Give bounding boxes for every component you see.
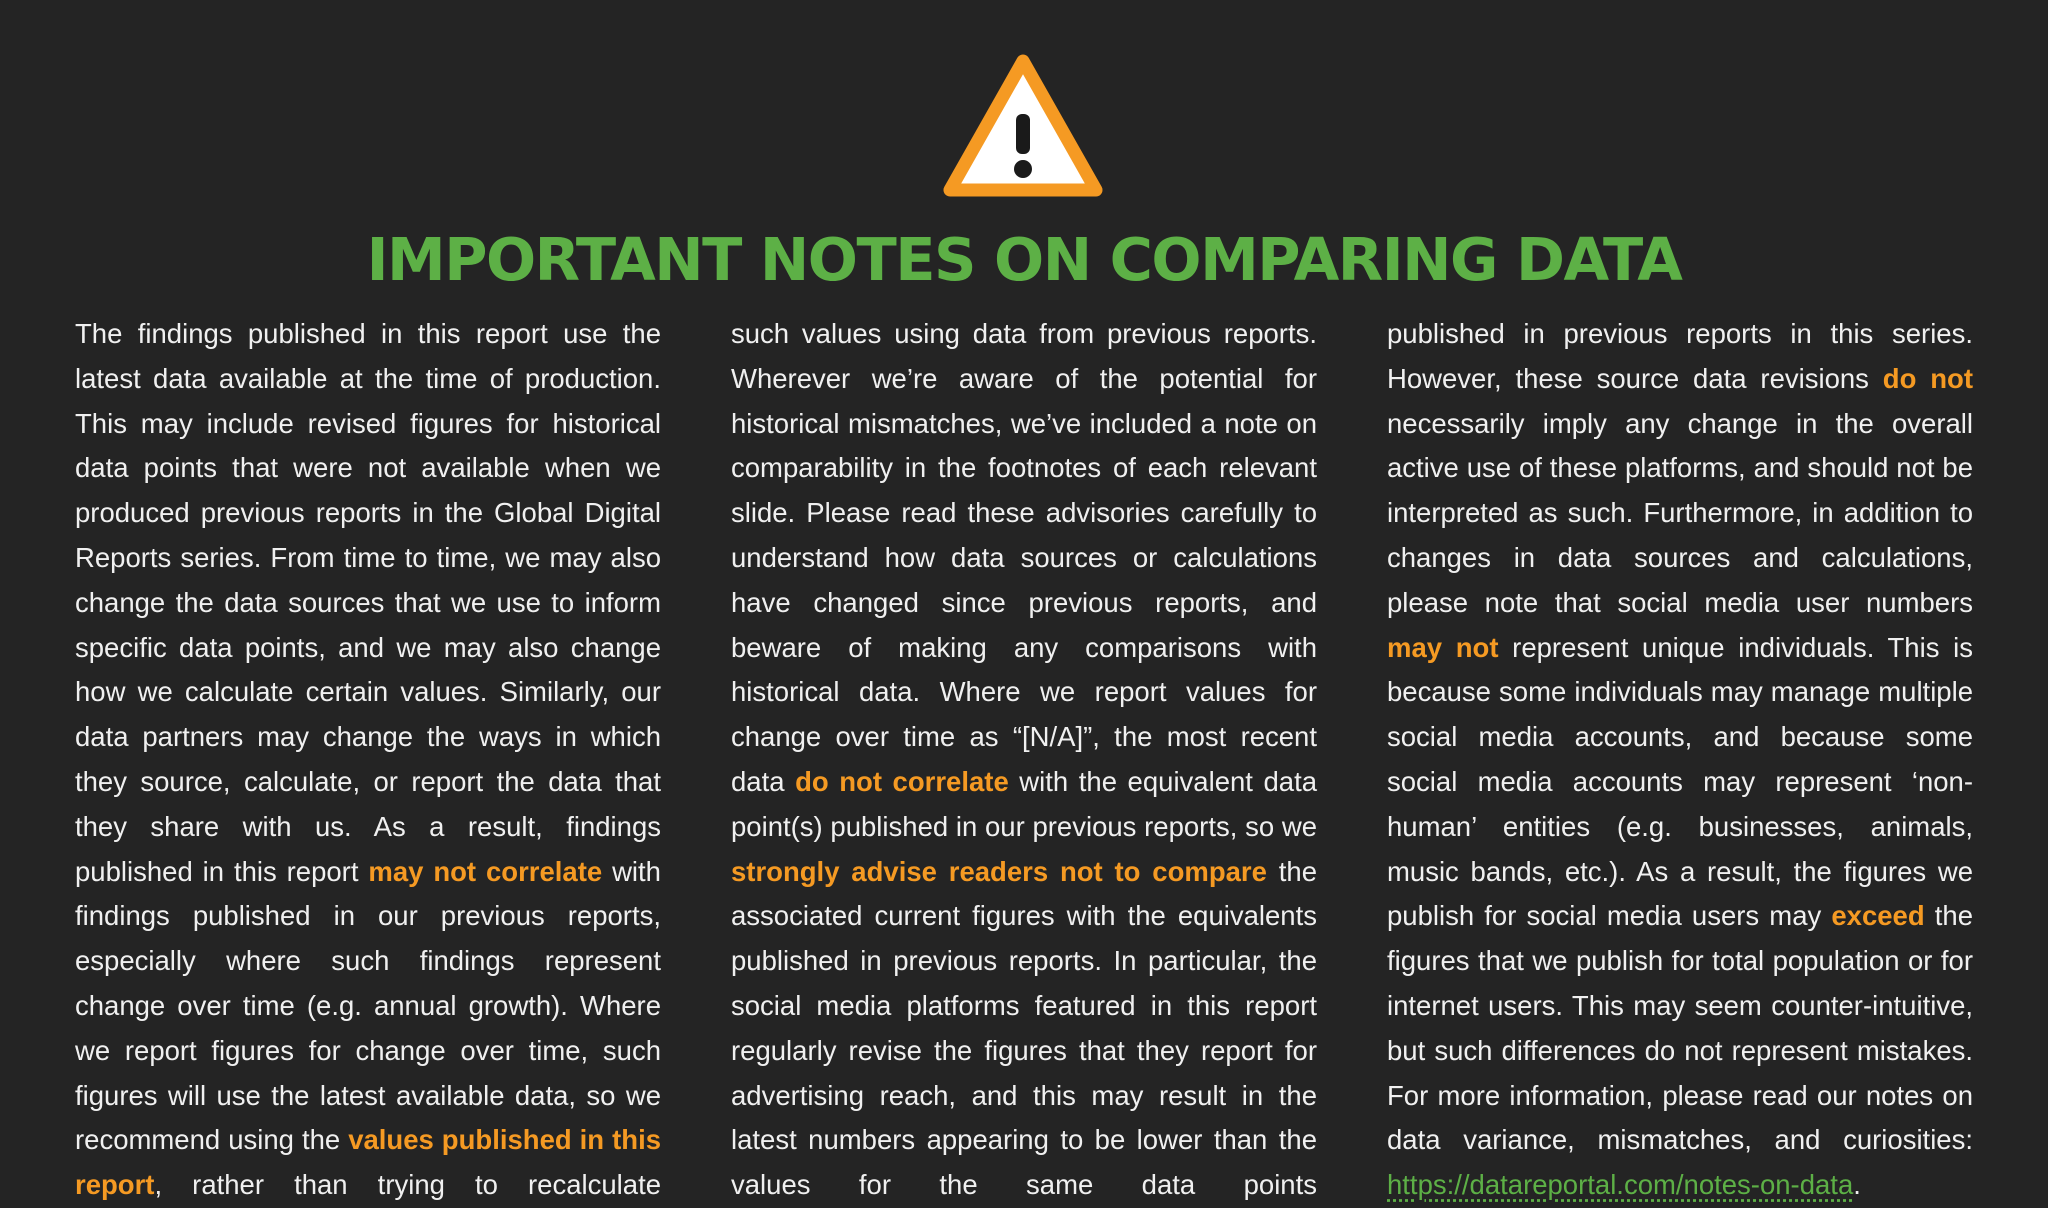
column-2-text-2: with the equivalent data point(s) published in our previous reports, so we: [731, 765, 1318, 842]
highlight-may-not: may not: [1387, 631, 1499, 663]
column-3-text-4: the figures that we publish for total population or for internet users. This may seem counter-intuitive, but such differences do not represent mistakes. For more information, please read our notes on data variance, mismatches, and curiosities:: [1387, 900, 1973, 1156]
column-1-text-1: The findings published in this report use the latest data available at the time of production. This may include revised figures for historical data points that were not available when we produced previous reports in the Global Digital Reports series. From time to time, we may also change the data sources that we use to inform specific data points, and we may also change how we calculate certain values. Similarly, our data partners may change the ways in which they source, calculate, or report the data that they share with us. As a result, findings published in this report: [75, 318, 661, 887]
notes-column-2: [731, 312, 1317, 1208]
notes-column-1: [75, 312, 661, 1208]
column-3-text-2: necessarily imply any change in the overall active use of these platforms, and should not be interpreted as such. Furthermore, in addition to changes in data sources and calculations, please note that social media user numbers: [1387, 407, 1973, 618]
highlight-strongly-advise: strongly advise readers not to compare: [731, 855, 1267, 887]
column-2-text-3: the associated current figures with the equivalents published in previous reports. In particular, the social media platforms featured in this report regularly revise the figures that they report for advertising reach, and this may result in the latest numbers appearing to be lower than the values for the same data points: [731, 855, 1317, 1201]
column-1-text-2: with findings published in our previous reports, especially where such findings represent change over time (e.g. annual growth). Where we report figures for change over time, such figures will use the latest available data, so we recommend using the: [75, 855, 661, 1156]
highlight-do-not: do not: [1882, 362, 1973, 394]
column-1-paragraph: [75, 312, 661, 1208]
column-3-text-1: published in previous reports in this series. However, these source data revisions: [1387, 318, 1973, 394]
page-title: IMPORTANT NOTES ON COMPARING DATA: [366, 225, 1682, 294]
highlight-may-not-correlate: may not correlate: [368, 855, 603, 887]
notes-on-data-link[interactable]: https://datareportal.com/notes-on-data: [1387, 1169, 1854, 1201]
highlight-values-published: values published in this report: [75, 1124, 661, 1201]
notes-column-3: [1387, 312, 1973, 1208]
highlight-exceed: exceed: [1831, 900, 1925, 932]
column-2-text-1: such values using data from previous reports. Wherever we’re aware of the potential for historical mismatches, we’ve included a note on comparability in the footnotes of each relevant slide. Please read these advisories carefully to understand how data sources or calculations have changed since previous reports, and beware of making any comparisons with historical data. Where we report values for change over time as “[N/A]”, the most recent data: [731, 318, 1317, 797]
highlight-do-not-correlate: do not correlate: [795, 765, 1009, 797]
column-3-paragraph: [1387, 312, 1973, 1208]
column-3-text-3: represent unique individuals. This is because some individuals may manage multiple social media accounts, and because some social media accounts may represent ‘non-human’ entities (e.g. businesses, animals, music bands, etc.). As a result, the figures we publish for social media users may: [1387, 631, 1974, 932]
column-2-paragraph: [731, 312, 1317, 1208]
column-1-text-3: , rather than trying to recalculate: [154, 1169, 661, 1201]
warning-icon: [940, 52, 1106, 200]
column-3-text-5: .: [1853, 1169, 1861, 1201]
